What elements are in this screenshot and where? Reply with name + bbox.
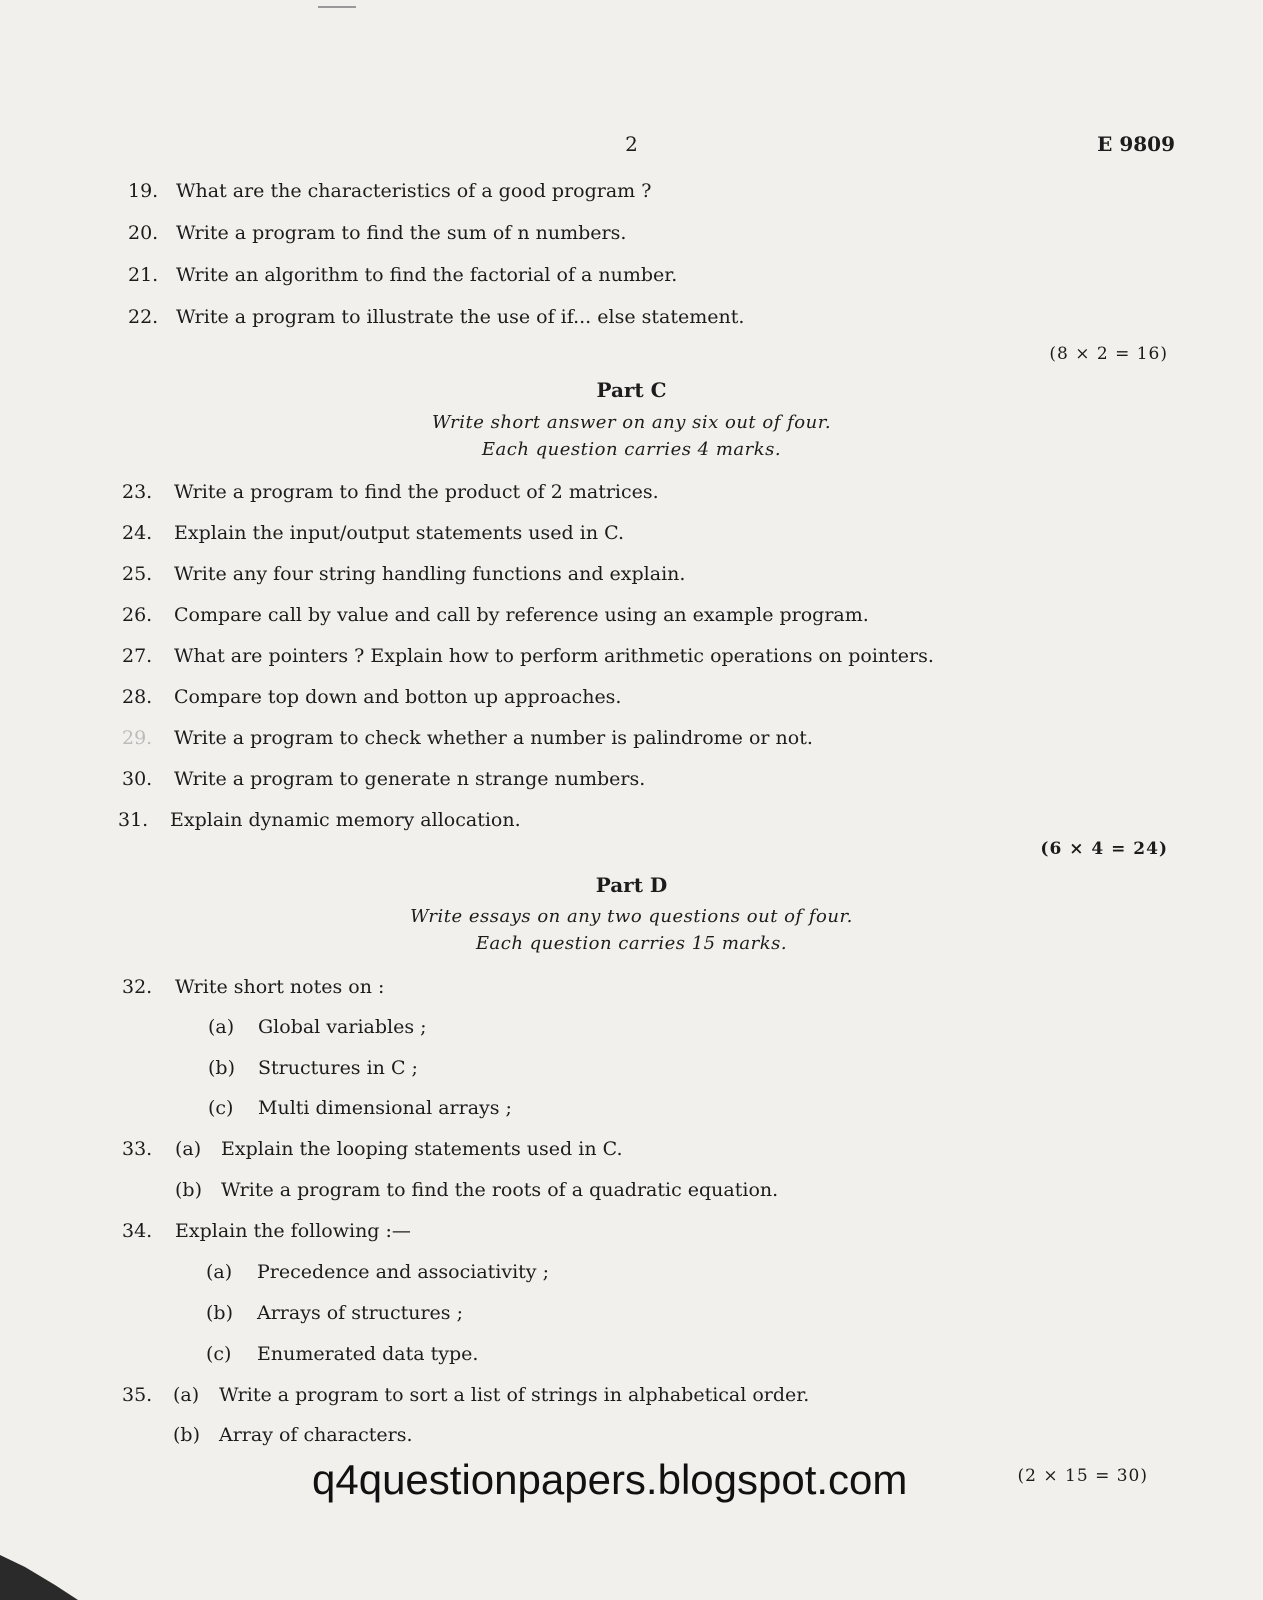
sub-text: Array of characters. xyxy=(219,1424,413,1446)
question-number: 20. xyxy=(128,222,159,244)
question-32-c xyxy=(208,1097,512,1119)
part-d-marks: (2 × 15 = 30) xyxy=(1017,1466,1148,1486)
question-text: Write a program to find the sum of n numbers. xyxy=(176,222,627,244)
sub-label: (a) xyxy=(173,1384,200,1406)
question-text: Write short notes on : xyxy=(175,976,385,998)
question-text: Write a program to generate n strange numbers. xyxy=(174,768,646,790)
part-d-instruction-1: Write essays on any two questions out of four. xyxy=(410,906,853,927)
question-text: What are the characteristics of a good program ? xyxy=(176,180,652,202)
sub-text: Write a program to find the roots of a quadratic equation. xyxy=(221,1179,779,1201)
question-text: Write a program to illustrate the use of if... else statement. xyxy=(176,306,745,328)
question-number: 33. xyxy=(122,1138,153,1160)
question-number: 27. xyxy=(122,645,153,667)
sub-label: (b) xyxy=(173,1424,200,1446)
part-d-heading: Part D xyxy=(595,873,668,897)
sub-label: (b) xyxy=(206,1302,233,1324)
question-text: Compare call by value and call by reference using an example program. xyxy=(174,604,869,626)
question-number: 24. xyxy=(122,522,153,544)
question-number: 35. xyxy=(122,1384,153,1406)
part-c-instruction-2: Each question carries 4 marks. xyxy=(481,439,782,460)
question-34-b xyxy=(206,1302,463,1324)
sub-text: Explain the looping statements used in C. xyxy=(221,1138,623,1160)
sub-text: Multi dimensional arrays ; xyxy=(258,1097,512,1119)
sub-text: Precedence and associativity ; xyxy=(257,1261,549,1283)
part-c-instruction-1: Write short answer on any six out of four. xyxy=(431,412,832,433)
question-number: 34. xyxy=(122,1220,153,1242)
part-c-heading: Part C xyxy=(596,378,667,402)
question-32-a xyxy=(208,1016,427,1038)
question-text: Write a program to check whether a number is palindrome or not. xyxy=(174,727,813,749)
question-number: 23. xyxy=(122,481,153,503)
question-text: Explain dynamic memory allocation. xyxy=(170,809,521,831)
sub-text: Write a program to sort a list of strings in alphabetical order. xyxy=(219,1384,810,1406)
paper-code: E 9809 xyxy=(1097,132,1175,156)
watermark-url: q4questionpapers.blogspot.com xyxy=(312,1456,908,1503)
sub-label: (a) xyxy=(206,1261,233,1283)
question-text: Write a program to find the product of 2 matrices. xyxy=(174,481,659,503)
question-text: What are pointers ? Explain how to perform arithmetic operations on pointers. xyxy=(174,645,934,667)
question-number: 32. xyxy=(122,976,153,998)
sub-label: (b) xyxy=(175,1179,202,1201)
part-b-marks: (8 × 2 = 16) xyxy=(1049,344,1168,364)
sub-label: (c) xyxy=(208,1097,234,1119)
sub-label: (b) xyxy=(208,1057,235,1079)
question-text: Write any four string handling functions and explain. xyxy=(174,563,686,585)
question-number: 21. xyxy=(128,264,159,286)
sub-text: Arrays of structures ; xyxy=(257,1302,463,1324)
question-text: Compare top down and botton up approaches. xyxy=(174,686,622,708)
question-number: 19. xyxy=(128,180,159,202)
sub-text: Global variables ; xyxy=(258,1016,427,1038)
scan-corner-artifact xyxy=(0,1545,80,1600)
question-number: 30. xyxy=(122,768,153,790)
sub-text: Structures in C ; xyxy=(258,1057,418,1079)
question-text: Explain the following :— xyxy=(175,1220,411,1242)
question-number: 31. xyxy=(118,809,149,831)
page-number: 2 xyxy=(625,132,638,156)
scan-artifact-line xyxy=(318,6,356,8)
question-number: 28. xyxy=(122,686,153,708)
question-text: Explain the input/output statements used in C. xyxy=(174,522,624,544)
sub-label: (a) xyxy=(175,1138,202,1160)
part-d-instruction-2: Each question carries 15 marks. xyxy=(475,933,788,954)
question-number: 25. xyxy=(122,563,153,585)
question-34-a xyxy=(206,1261,549,1283)
question-number: 29. xyxy=(122,727,153,749)
sub-label: (a) xyxy=(208,1016,235,1038)
sub-label: (c) xyxy=(206,1343,232,1365)
question-number: 26. xyxy=(122,604,153,626)
question-34-c xyxy=(206,1343,479,1365)
question-text: Write an algorithm to find the factorial of a number. xyxy=(176,264,678,286)
part-c-marks: (6 × 4 = 24) xyxy=(1040,839,1168,859)
sub-text: Enumerated data type. xyxy=(257,1343,479,1365)
question-32-b xyxy=(208,1057,418,1079)
question-number: 22. xyxy=(128,306,159,328)
